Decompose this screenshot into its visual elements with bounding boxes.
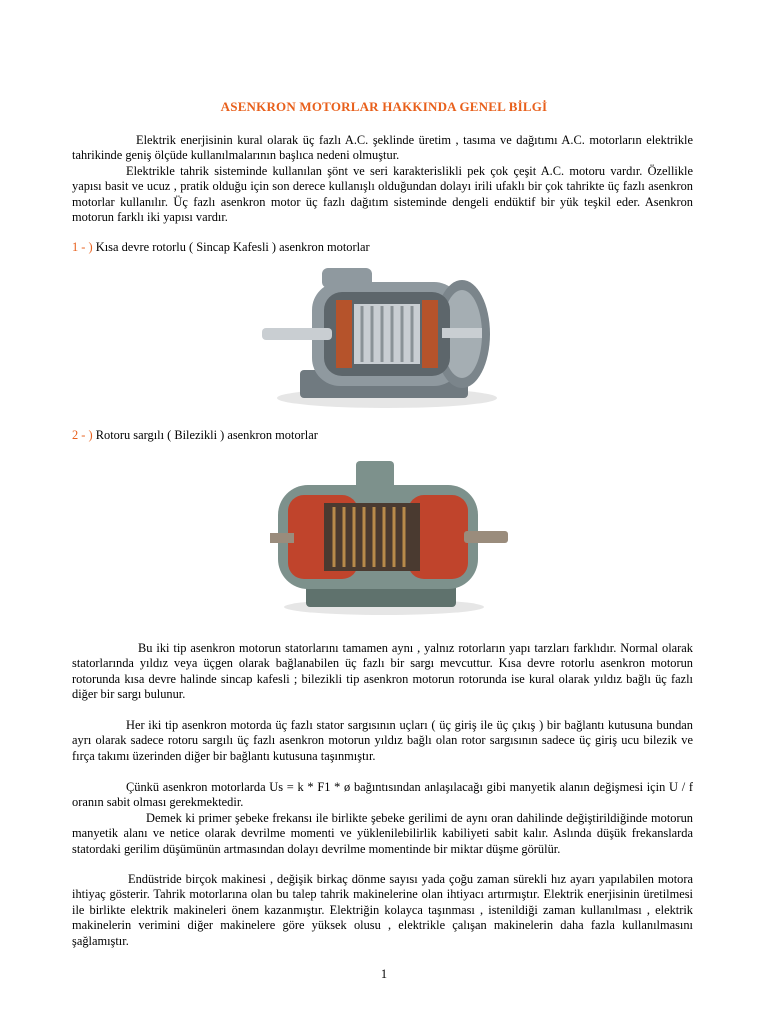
- type-heading-label: Rotoru sargılı ( Bilezikli ) asenkron motorlar: [95, 428, 318, 442]
- body-paragraph-1: Bu iki tip asenkron motorun statorlarını tamamen aynı , yalnız rotorların yapı tarzları farklıdır. Normal olarak statorlarında yıldız veya üçgen olarak bağlanabilen üç fazlı bir sargı mevcuttur. Kısa devre rotorlu asenkron motorun rotorunda kısa devre halinde sincap kafesli ; bilezikli tip asenkron motorun rotorunda ise kural olarak yıldız bağlı üç fazlı diğer bir sargı bulunur.: [72, 641, 693, 702]
- body-paragraph-2: Her iki tip asenkron motorda üç fazlı stator sargısının uçları ( üç giriş ile üç çıkış ) bir bağlantı kutusuna bundan ayrı olarak sadece rotoru sargılı üç fazlı asenkron motorun yıldız bağlı olan rotor sargısının sadece üç giriş ucu bilezik ve fırça takımı üzerinden diğer bir bağlantı kutusuna taşınmıştır.: [72, 718, 693, 763]
- intro-paragraph-2: Elektrikle tahrik sisteminde kullanılan şönt ve seri karakterislikli pek çok çeşit A.C. motoru vardır. Özellikle yapısı basit ve ucuz , pratik olduğu için son derece kullanışlı olduğundan dolayı irili ufaklı bir çok tahrikte üç fazlı asenkron motorlar kullanılır. Üç fazlı asenkron motor üç fazlı dağıtım sisteminde dengeli endüktif bir yük teşkil eder. Asenkron motorun farklı iki yapısı vardır.: [72, 164, 693, 225]
- page-title: ASENKRON MOTORLAR HAKKINDA GENEL BİLGİ: [220, 99, 548, 114]
- body-paragraph-4: Demek ki primer şebeke frekansı ile birlikte şebeke gerilimi de aynı oran dahilinde değiştirildiğinde motorun manyetik alanı ve netice olarak devrilme momenti ve yüklenilebilirlik kabiliyeti sabit kalır. Aslında düşük frekanslarda statordaki gerilim düşümünün artmasından dolayı devrilme momentinde bir miktar düşme görülür.: [72, 811, 693, 856]
- intro-paragraph-1: Elektrik enerjisinin kural olarak üç fazlı A.C. şeklinde üretim , tasıma ve dağıtımı A.C. motorların elektrikle tahrikinde geniş ölçüde kullanılmalarının başlıca nedeni olmuştur.: [72, 133, 693, 163]
- type-heading-2: [72, 428, 318, 443]
- type-heading-number: 1 - ): [72, 240, 93, 254]
- wound-rotor-motor-image: [264, 455, 508, 617]
- type-heading-label: Kısa devre rotorlu ( Sincap Kafesli ) asenkron motorlar: [95, 240, 370, 254]
- body-paragraph-3: Çünkü asenkron motorlarda Us = k * F1 * ø bağıntısından anlaşılacağı gibi manyetik alanın değişmesi için U / f oranın sabit olması gerekmektedir.: [72, 780, 693, 810]
- body-paragraph-5: Endüstride birçok makinesi , değişik birkaç dönme sayısı yada çoğu zaman sürekli hız ayarı yapılabilen motora ihtiyaç gösterir. Tahrik motorlarına olan bu talep tahrik makinelerine olan ihtiyacı artırmıştır. Elektrik enerjisinin üretilmesi ile birlikte elektrik makineleri önem kazanmıştır. Elektriğin kolayca taşınması , istenildiği zaman kullanılması , elektrik makinelerin verimini diğer makinelere göre yüksek olusu , elektrikle çalışan makinelerin daha fazla kullanılmasını şağlamıştır.: [72, 872, 693, 948]
- type-heading-1: [72, 240, 370, 255]
- type-heading-number: 2 - ): [72, 428, 93, 442]
- page-number: 1: [380, 967, 388, 981]
- squirrel-cage-motor-image: [262, 258, 508, 416]
